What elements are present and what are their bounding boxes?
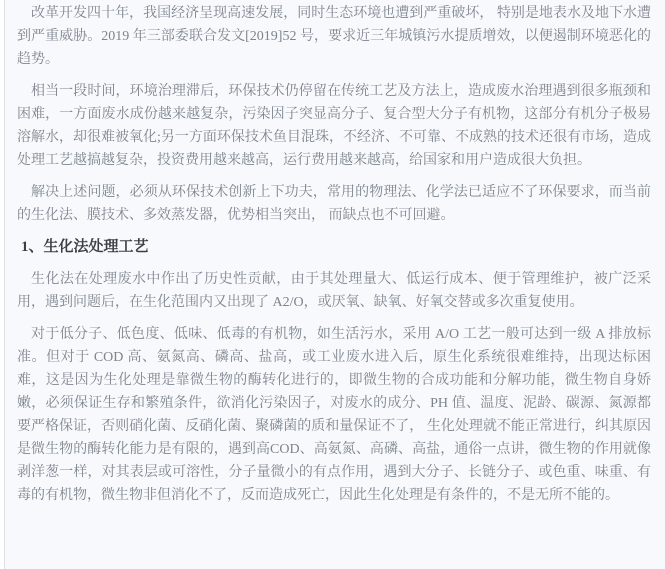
section-heading-biochemical-process: 1、生化法处理工艺 — [21, 239, 149, 255]
article-body — [4, 0, 665, 569]
paragraph-biochemical-limitations: 对于低分子、低色度、低味、低毒的有机物，如生活污水，采用 A/O 工艺一般可达到一级 A 排放标准。但对于 COD 高、氨氮高、磷高、盐高，或工业废水进入后，原生化系统很难维持，出现达标困难，这是因为生化处理是靠微生物的酶转化进行的，即微生物的合成功能和分解功能，微生物自身娇嫩，必须保证生存和繁殖条件，欲消化污染因子，对废水的成分、PH 值、温度、泥龄、碳源、氮源都要严格保证，否则硝化菌、反硝化菌、聚磷菌的质和量保证不了， 生化处理就不能正常进行，纠其原因是微生物的酶转化能力是有限的，遇到高COD、高氨氮、高磷、高盐，通俗一点讲，微生物的作用就像剥洋葱一样，对其表层或可溶性，分子量微小的有点作用，遇到大分子、长链分子、或色重、味重、有毒的有机物，微生物非但消化不了，反而造成死亡，因此生化处理是有条件的，不是无所不能的。 — [17, 327, 651, 503]
paragraph-solution-overview: 解决上述问题，必须从环保技术创新上下功夫，常用的物理法、化学法已适应不了环保要求，而当前的生化法、膜技术、多效蒸发器，优势相当突出， 而缺点也不可回避。 — [17, 185, 651, 223]
paragraph-treatment-lag: 相当一段时间，环境治理滞后，环保技术仍停留在传统工艺及方法上，造成废水治理遇到很多瓶颈和困难，一方面废水成份越来越复杂，污染因子突显高分子、复合型大分子有机物，这部分有机分子极易溶解水，却很难被氧化;另一方面环保技术鱼目混珠，不经济、不可靠、不成熟的技术还很有市场，造成处理工艺越搞越复杂，投资费用越来越高，运行费用越来越高，给国家和用户造成很大负担。 — [17, 84, 651, 168]
paragraph-intro-environment: 改革开发四十年，我国经济呈现高速发展，同时生态环境也遭到严重破坏， 特别是地表水及地下水遭到严重威胁。2019 年三部委联合发文[2019]52 号，要求近三年城镇污水提质增效，以便遏制环境恶化的趋势。 — [17, 6, 651, 67]
paragraph-biochemical-contribution: 生化法在处理废水中作出了历史性贡献，由于其处理量大、低运行成本、便于管理维护，被广泛采用，遇到问题后，在生化范围内又出现了 A2/O，或厌氧、缺氧、好氧交替或多次重复使用。 — [17, 272, 651, 310]
